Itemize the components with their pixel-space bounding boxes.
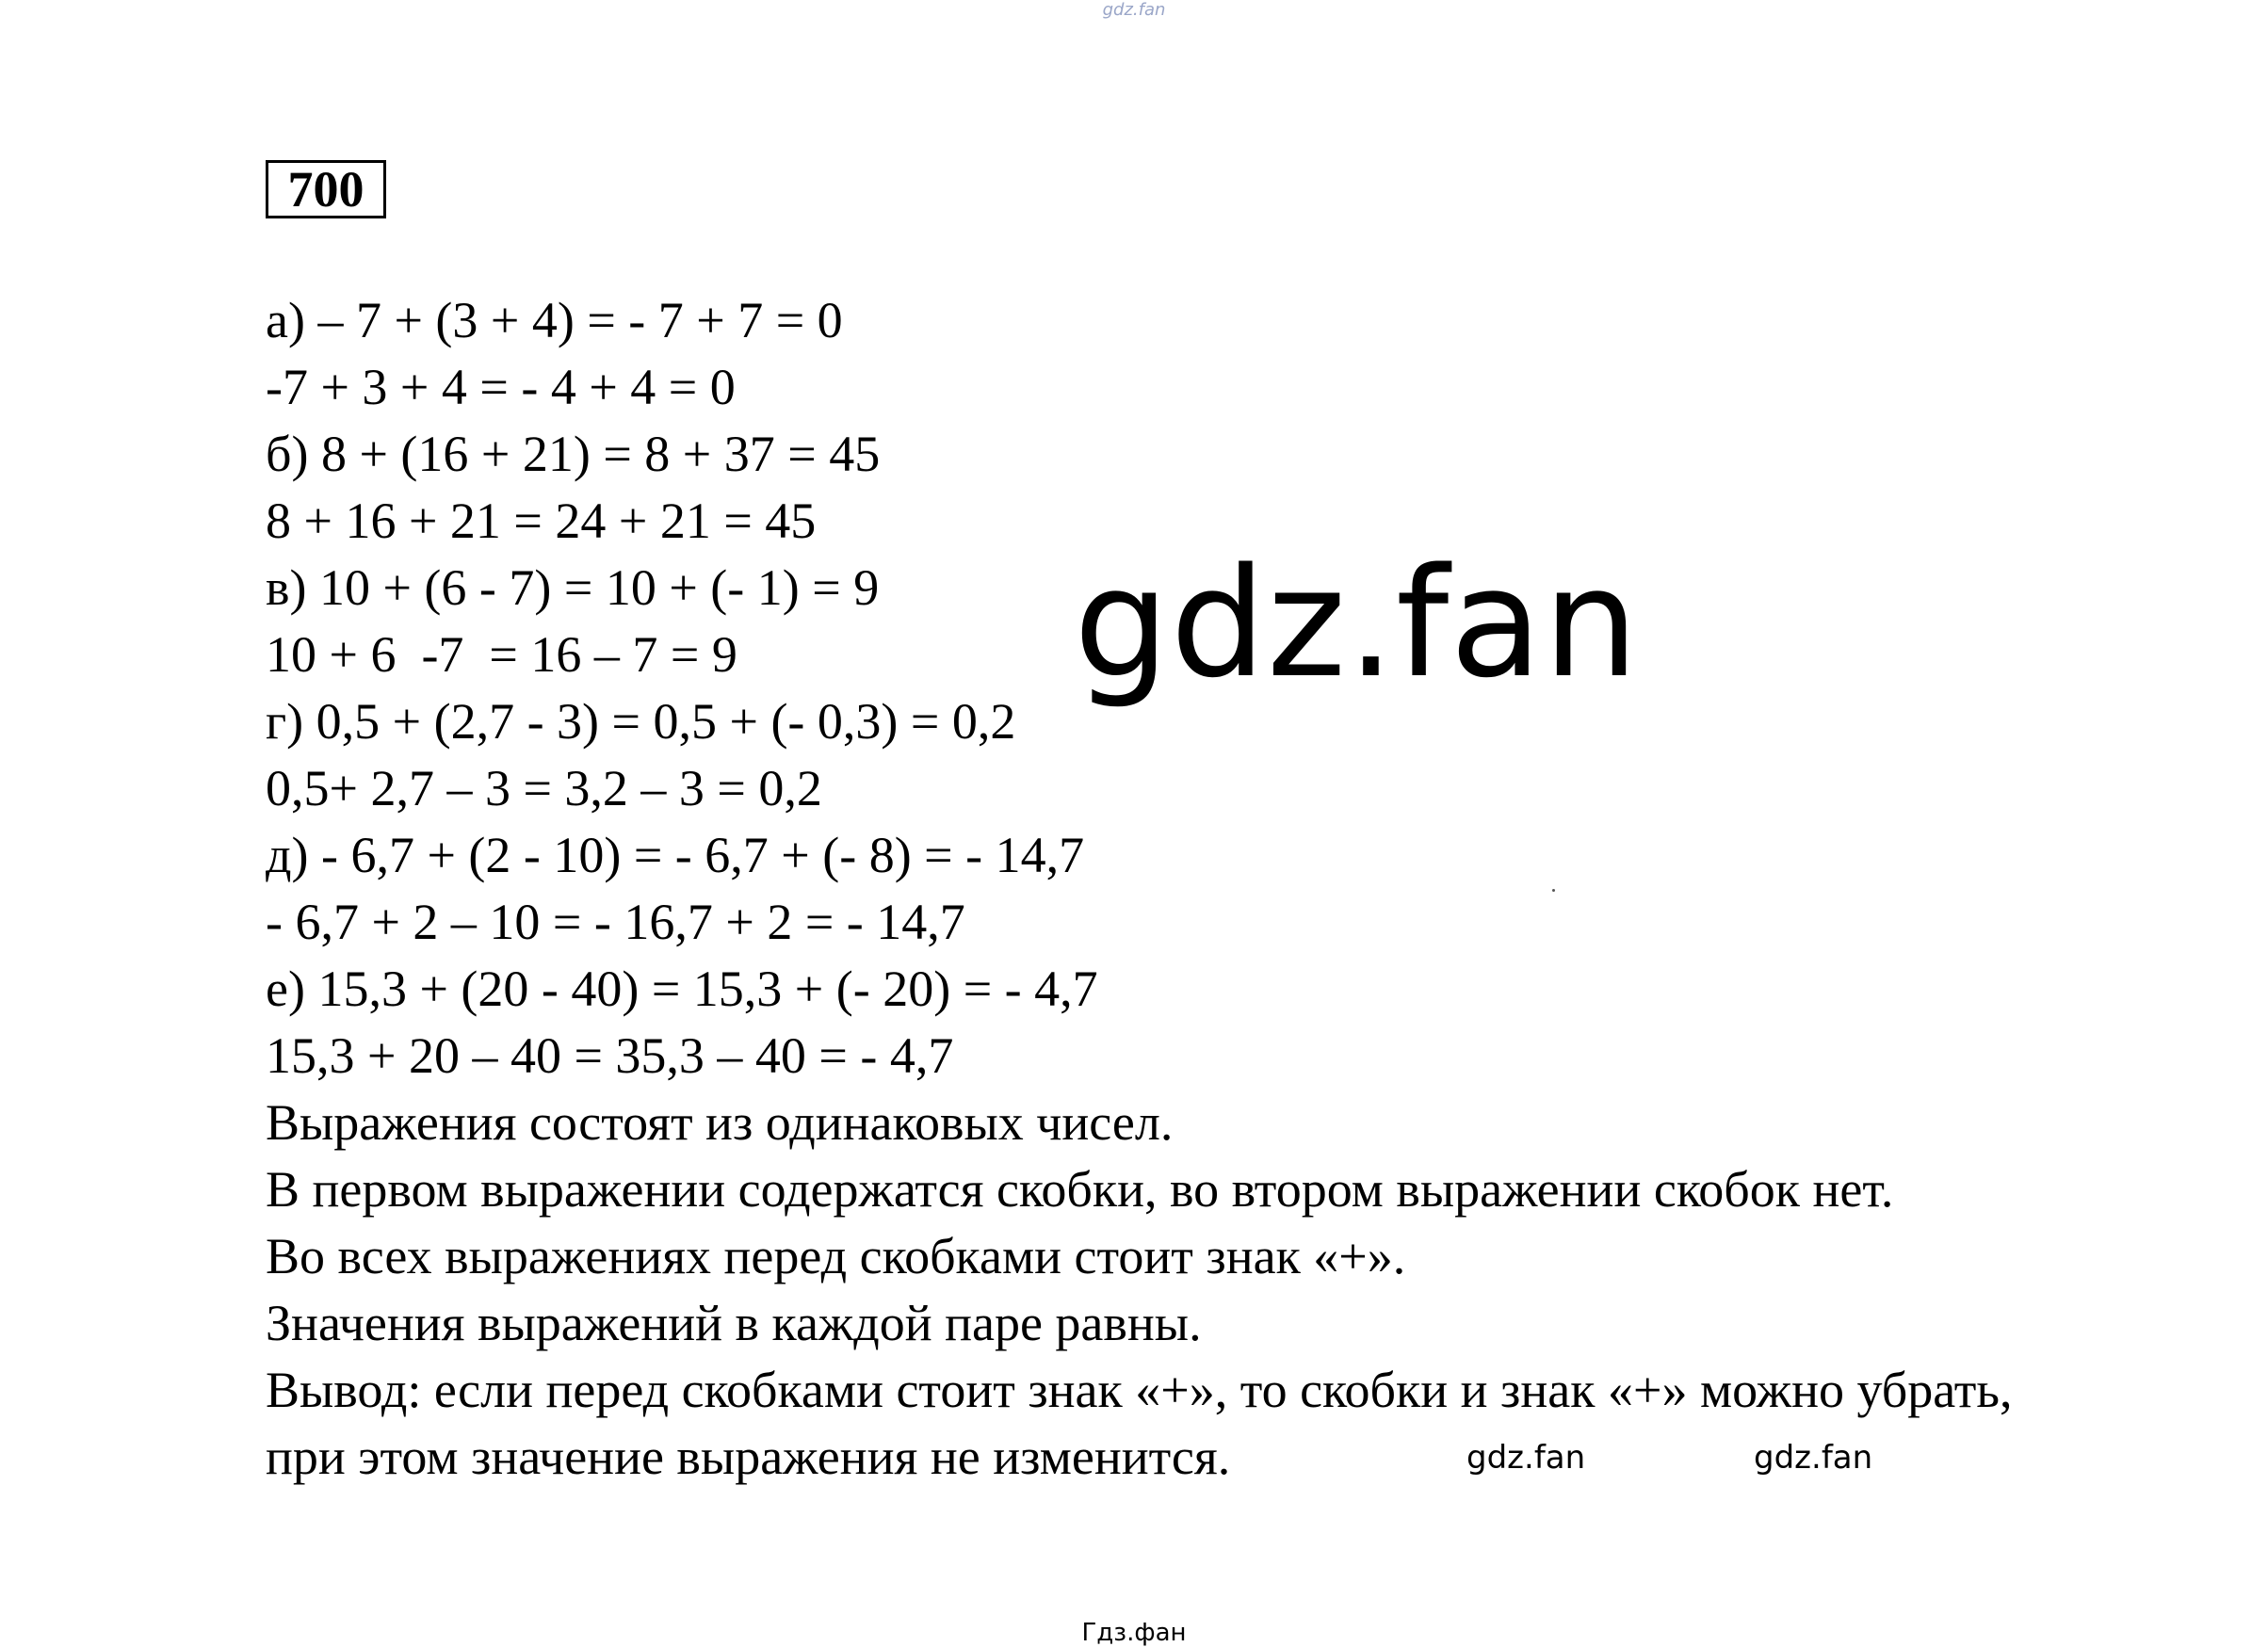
- conclusion-line: Значения выражений в каждой паре равны.: [266, 1295, 1202, 1351]
- solution-line: -7 + 3 + 4 = - 4 + 4 = 0: [266, 359, 736, 415]
- conclusion-line: при этом значение выражения не изменится.: [266, 1429, 1231, 1485]
- stray-dot: [1552, 889, 1555, 892]
- watermark-bottom: Гдз.фан: [1081, 1619, 1187, 1647]
- solution-line: 10 + 6 -7 = 16 – 7 = 9: [266, 626, 737, 683]
- solution-line: а) – 7 + (3 + 4) = - 7 + 7 = 0: [266, 292, 843, 348]
- watermark-center: gdz.fan: [1074, 535, 1640, 711]
- task-number: 700: [266, 160, 386, 218]
- conclusion-line: Выражения состоят из одинаковых чисел.: [266, 1094, 1174, 1151]
- solution-line: 8 + 16 + 21 = 24 + 21 = 45: [266, 492, 817, 549]
- conclusion-line: В первом выражении содержатся скобки, во втором выражении скобок нет.: [266, 1161, 1894, 1218]
- solution-line: в) 10 + (6 - 7) = 10 + (- 1) = 9: [266, 559, 880, 616]
- solution-line: г) 0,5 + (2,7 - 3) = 0,5 + (- 0,3) = 0,2: [266, 693, 1016, 750]
- solution-line: 0,5+ 2,7 – 3 = 3,2 – 3 = 0,2: [266, 760, 822, 816]
- conclusion-line: Вывод: если перед скобками стоит знак «+», то скобки и знак «+» можно убрать,: [266, 1362, 2013, 1418]
- watermark-small-right: gdz.fan: [1754, 1439, 1873, 1477]
- solution-line: д) - 6,7 + (2 - 10) = - 6,7 + (- 8) = - 14,7: [266, 827, 1085, 883]
- conclusion-line: Во всех выражениях перед скобками стоит знак «+».: [266, 1228, 1406, 1284]
- solution-line: - 6,7 + 2 – 10 = - 16,7 + 2 = - 14,7: [266, 894, 965, 950]
- watermark-small-left: gdz.fan: [1466, 1439, 1586, 1477]
- watermark-top: gdz.fan: [1102, 0, 1166, 20]
- solution-line: б) 8 + (16 + 21) = 8 + 37 = 45: [266, 426, 881, 482]
- solution-line: 15,3 + 20 – 40 = 35,3 – 40 = - 4,7: [266, 1027, 954, 1084]
- solution-line: е) 15,3 + (20 - 40) = 15,3 + (- 20) = - 4,7: [266, 961, 1098, 1017]
- solution-text: [266, 287, 2149, 1491]
